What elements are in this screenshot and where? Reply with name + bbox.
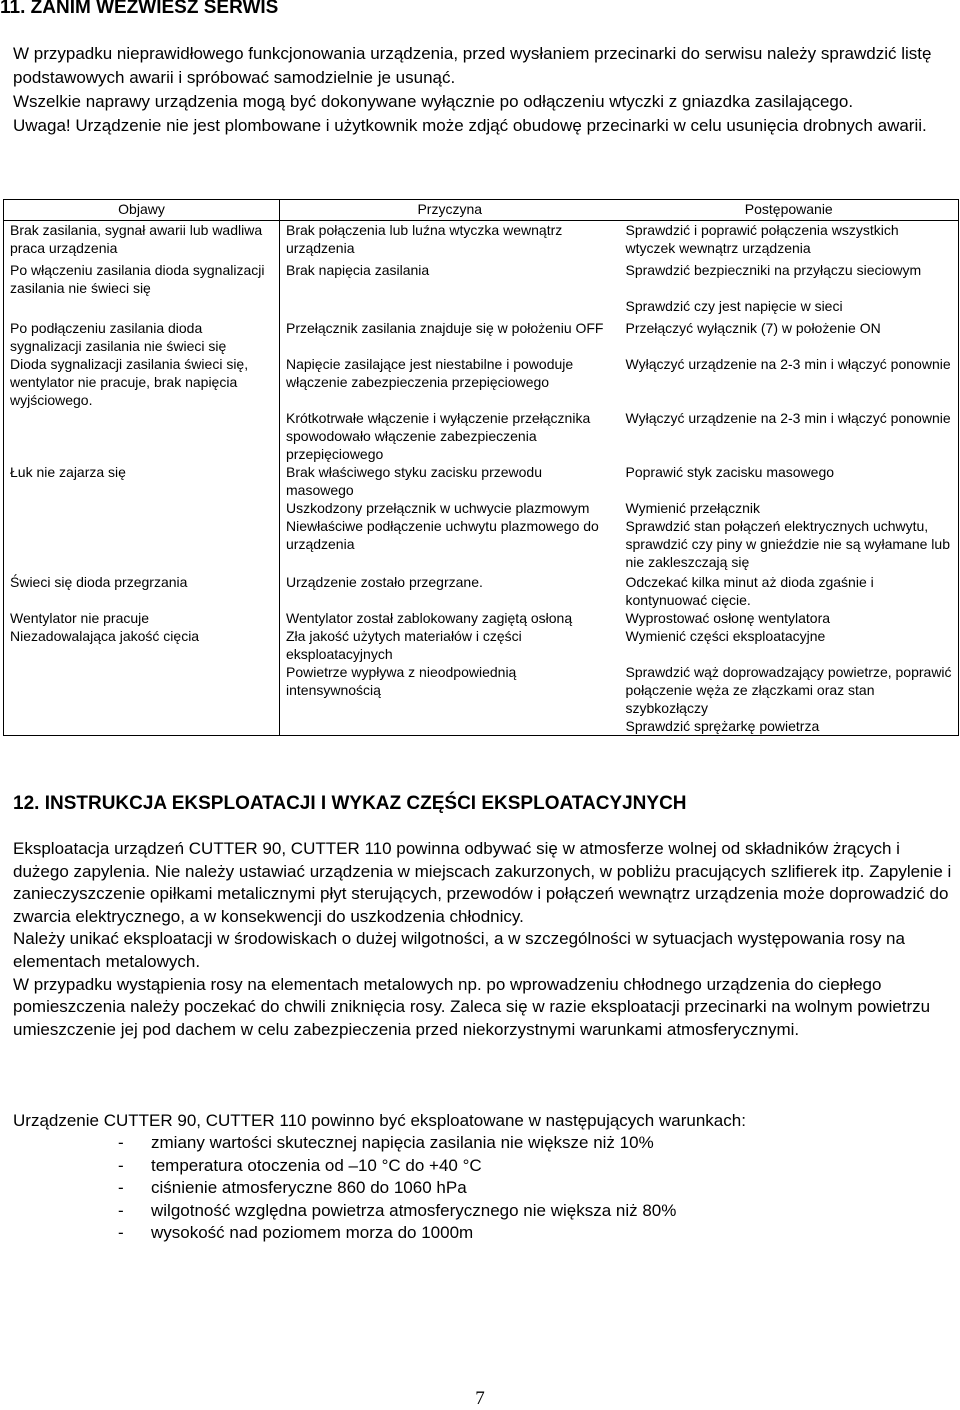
- cell-action: Przełączyć wyłącznik (7) w położenie ON: [625, 320, 881, 336]
- table-row: [4, 609, 959, 627]
- table-header-row: [4, 200, 959, 221]
- cell-cause: Wentylator został zablokowany zagiętą osłoną: [286, 610, 573, 626]
- cell-cause: Brak napięcia zasilania: [286, 262, 430, 278]
- cell-cause: Napięcie zasilające jest niestabilne i powoduje włączenie zabezpieczenia przepięciowego: [286, 356, 574, 390]
- cell-symptom: Po podłączeniu zasilania dioda sygnalizacji zasilania nie świeci się: [4, 315, 280, 355]
- cell-action: Sprawdzić stan połączeń elektrycznych uchwytu, sprawdzić czy piny w gnieździe nie są wyłamane lub nie zakleszczają się: [625, 518, 950, 570]
- condition-item: - temperatura otoczenia od –10 °C do +40 °C: [118, 1155, 676, 1178]
- cell-action: Sprawdzić sprężarkę powietrza: [625, 718, 820, 734]
- cell-symptom: Brak zasilania, sygnał awarii lub wadliwa praca urządzenia: [4, 221, 280, 258]
- header-symptoms: Objawy: [4, 200, 280, 221]
- cell-symptom: Niezadowalająca jakość cięcia: [4, 627, 280, 663]
- table-row: [4, 517, 959, 571]
- cell-symptom: [4, 717, 280, 736]
- cell-cause: Brak połączenia lub luźna wtyczka wewnątrz urządzenia: [286, 222, 563, 256]
- cell-action: Sprawdzić i poprawić połączenia wszystkich wtyczek wewnątrz urządzenia: [625, 222, 899, 256]
- body-paragraph: Należy unikać eksploatacji w środowiskach o dużej wilgotności, a w szczególności w sytuacjach występowania rosy na elementach metalowych.: [13, 929, 905, 971]
- section-11-title: 11. ZANIM WEZWIESZ SERWIS: [0, 0, 279, 18]
- conditions-list: [118, 1132, 676, 1245]
- table-row: [4, 315, 959, 355]
- cell-symptom: [4, 663, 280, 717]
- section-12-title: 12. INSTRUKCJA EKSPLOATACJI I WYKAZ CZĘŚCI EKSPLOATACYJNYCH: [13, 793, 687, 814]
- cell-action: Sprawdzić bezpieczniki na przyłączu sieciowym: [625, 262, 922, 278]
- table-row: [4, 717, 959, 736]
- condition-item: - zmiany wartości skutecznej napięcia zasilania nie większe niż 10%: [118, 1132, 676, 1155]
- section-12-body: [13, 838, 953, 1041]
- page-number: 7: [475, 1388, 485, 1409]
- table-row: [4, 409, 959, 463]
- cell-symptom: [4, 499, 280, 517]
- condition-item: - wysokość nad poziomem morza do 1000m: [118, 1222, 676, 1245]
- table-row: [4, 627, 959, 663]
- cell-action: Wymienić przełącznik: [625, 500, 760, 516]
- intro-paragraph: Wszelkie naprawy urządzenia mogą być dokonywane wyłącznie po odłączeniu wtyczki z gniazdka zasilającego.: [13, 92, 854, 111]
- cell-action: Sprawdzić wąż doprowadzający powietrze, poprawić połączenie węża ze złączkami oraz stan szybkozłączy: [625, 664, 952, 716]
- section-11-intro: [13, 42, 948, 138]
- cell-symptom: [4, 297, 280, 315]
- cell-action: Poprawić styk zacisku masowego: [625, 464, 835, 480]
- table-row: [4, 297, 959, 315]
- troubleshooting-table: [3, 199, 959, 736]
- table-row: [4, 463, 959, 499]
- cell-cause: [280, 717, 620, 736]
- cell-symptom: Po włączeniu zasilania dioda sygnalizacji zasilania nie świeci się: [4, 257, 280, 297]
- cell-cause: Brak właściwego styku zacisku przewodu masowego: [286, 464, 542, 498]
- conditions-intro: Urządzenie CUTTER 90, CUTTER 110 powinno być eksploatowane w następujących warunkach:: [13, 1111, 746, 1130]
- cell-action: Wyłączyć urządzenie na 2-3 min i włączyć ponownie: [625, 356, 951, 372]
- table-row: [4, 499, 959, 517]
- intro-paragraph: W przypadku nieprawidłowego funkcjonowania urządzenia, przed wysłaniem przecinarki do serwisu należy sprawdzić listę podstawowych awarii i spróbować samodzielnie je usunąć.: [13, 44, 932, 87]
- body-paragraph: Eksploatacja urządzeń CUTTER 90, CUTTER 110 powinna odbywać się w atmosferze wolnej od składników żrących i dużego zapylenia. Nie należy ustawiać urządzenia w miejscach zakurzonych, w pobliżu pracujących szlifierek itp. Zapylenie i zanieczyszczenie opiłkami metalicznymi płyt sterujących, przewodów i połączeń wewnątrz urządzenia może doprowadzić do zwarcia elektrycznego, a w konsekwencji do uszkodzenia chłodnicy.: [13, 839, 952, 926]
- cell-action: Odczekać kilka minut aż dioda zgaśnie i kontynuować cięcie.: [625, 574, 874, 608]
- cell-action: Sprawdzić czy jest napięcie w sieci: [625, 298, 843, 314]
- cell-symptom: Łuk nie zajarza się: [4, 463, 280, 499]
- table-row: [4, 257, 959, 297]
- cell-cause: Zła jakość użytych materiałów i części eksploatacyjnych: [286, 628, 522, 662]
- cell-cause: Przełącznik zasilania znajduje się w położeniu OFF: [286, 320, 604, 336]
- table-row: [4, 571, 959, 609]
- header-action: Postępowanie: [620, 200, 959, 221]
- cell-action: Wyłączyć urządzenie na 2-3 min i włączyć ponownie: [625, 410, 951, 426]
- cell-cause: Krótkotrwałe włączenie i wyłączenie przełącznika spowodowało włączenie zabezpieczenia przepięciowego: [286, 410, 591, 462]
- cell-cause: Powietrze wypływa z nieodpowiednią intensywnością: [286, 664, 517, 698]
- cell-symptom: [4, 517, 280, 571]
- cell-action: Wymienić części eksploatacyjne: [625, 628, 826, 644]
- cell-symptom: Świeci się dioda przegrzania: [4, 571, 280, 609]
- table-row: [4, 355, 959, 409]
- condition-item: - wilgotność względna powietrza atmosferycznego nie większa niż 80%: [118, 1200, 676, 1223]
- cell-action: Wyprostować osłonę wentylatora: [625, 610, 831, 626]
- body-paragraph: W przypadku wystąpienia rosy na elementach metalowych np. po wprowadzeniu chłodnego urządzenia do ciepłego pomieszczenia należy poczekać do chwili zniknięcia rosy. Zaleca się w razie eksploatacji przecinarki na wolnym powietrzu umieszczenie jej pod dachem w celu zabezpieczenia przed niekorzystnymi warunkami atmosferycznymi.: [13, 974, 931, 1039]
- cell-symptom: Dioda sygnalizacji zasilania świeci się, wentylator nie pracuje, brak napięcia wyjściowego.: [4, 355, 280, 409]
- table-row: [4, 221, 959, 258]
- header-cause: Przyczyna: [280, 200, 620, 221]
- cell-symptom: [4, 409, 280, 463]
- table-row: [4, 663, 959, 717]
- cell-cause: Urządzenie zostało przegrzane.: [286, 574, 483, 590]
- cell-cause: [280, 297, 620, 315]
- condition-item: - ciśnienie atmosferyczne 860 do 1060 hPa: [118, 1177, 676, 1200]
- warning-paragraph: Uwaga! Urządzenie nie jest plombowane i użytkownik może zdjąć obudowę przecinarki w celu usunięcia drobnych awarii.: [13, 116, 927, 135]
- cell-cause: Uszkodzony przełącznik w uchwycie plazmowym: [286, 500, 590, 516]
- cell-symptom: Wentylator nie pracuje: [4, 609, 280, 627]
- cell-cause: Niewłaściwe podłączenie uchwytu plazmowego do urządzenia: [286, 518, 599, 552]
